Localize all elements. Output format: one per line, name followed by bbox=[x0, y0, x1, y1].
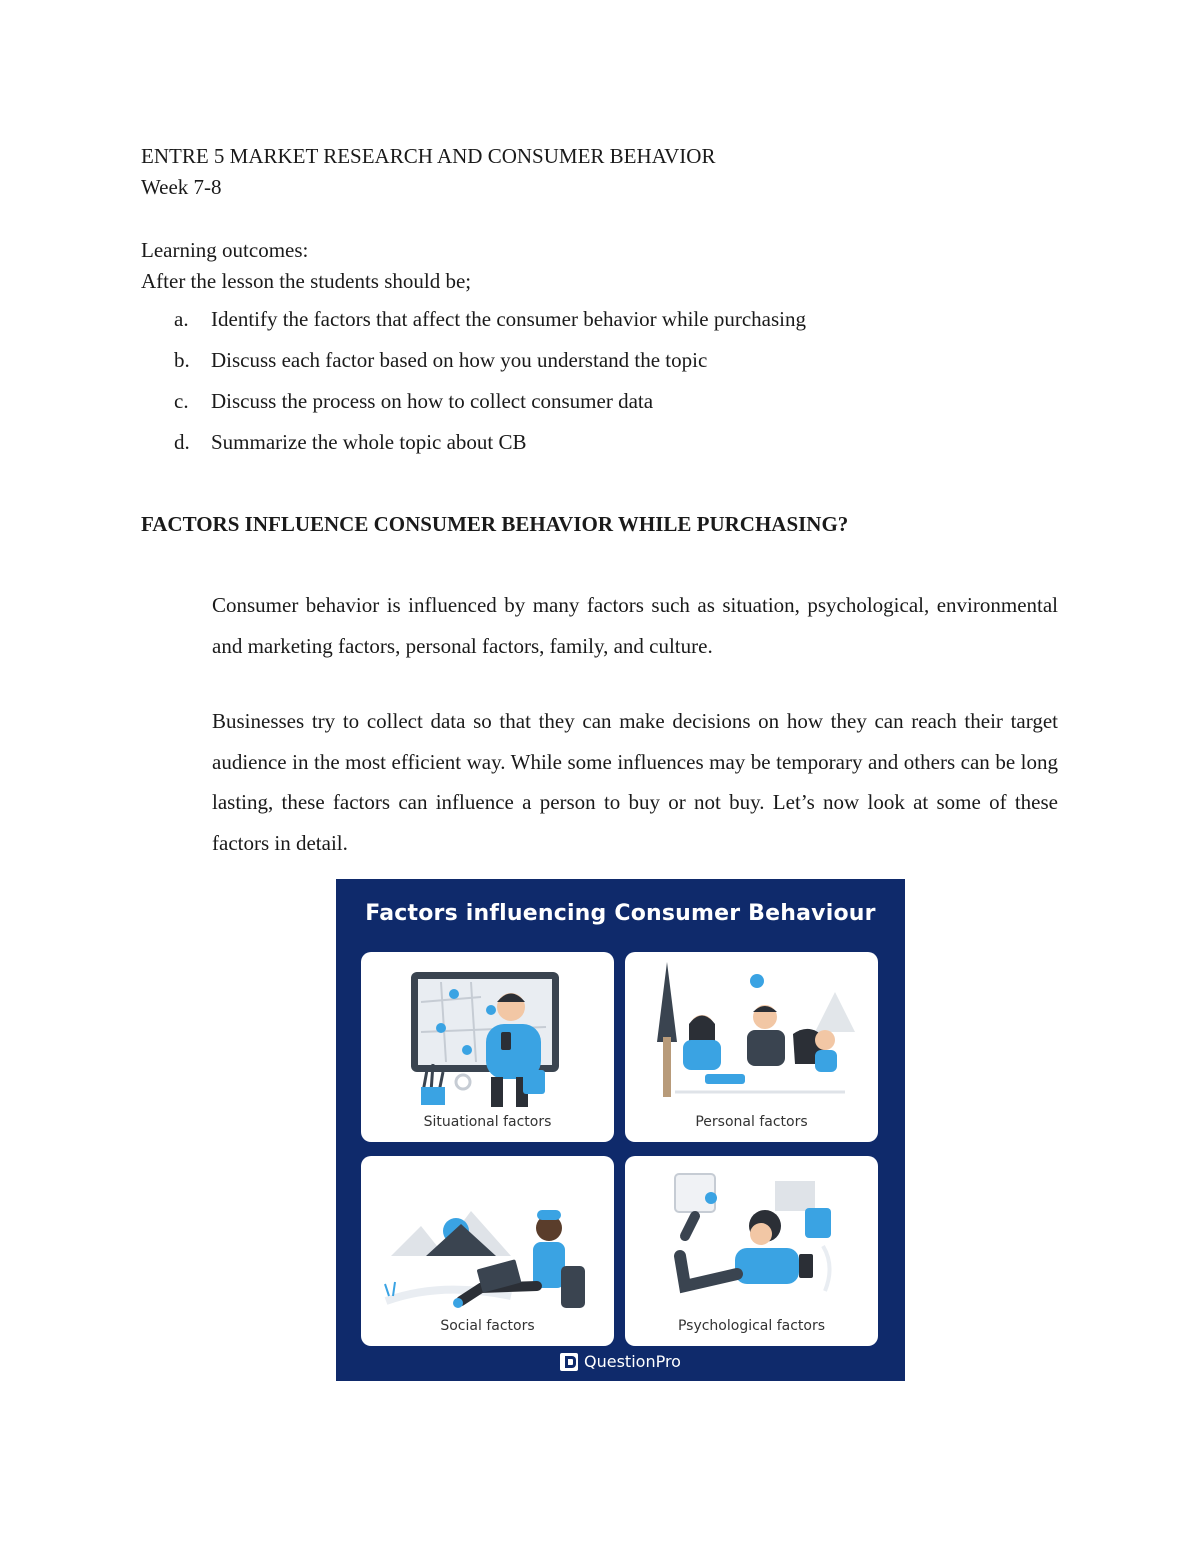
list-item bbox=[174, 305, 806, 346]
list-marker: d. bbox=[174, 430, 190, 454]
list-marker: c. bbox=[174, 389, 189, 413]
brand-name: QuestionPro bbox=[584, 1352, 681, 1371]
card-psychological bbox=[625, 1156, 878, 1346]
card-label: Social factors bbox=[440, 1318, 535, 1334]
section-heading: FACTORS INFLUENCE CONSUMER BEHAVIOR WHILE PURCHASING? bbox=[141, 512, 849, 536]
infographic-title: Factors influencing Consumer Behaviour bbox=[365, 901, 876, 926]
list-marker: a. bbox=[174, 307, 189, 331]
card-label: Situational factors bbox=[423, 1114, 552, 1130]
list-item bbox=[174, 387, 806, 428]
paragraph: Consumer behavior is influenced by many factors such as situation, psychological, environmental and marketing factors, personal factors, family, and culture. bbox=[212, 593, 1058, 658]
card-situational bbox=[361, 952, 614, 1142]
infographic bbox=[336, 879, 905, 1381]
list-item bbox=[174, 428, 806, 469]
outcomes-list bbox=[174, 305, 806, 469]
list-item-text: Discuss each factor based on how you understand the topic bbox=[211, 348, 708, 372]
course-title: ENTRE 5 MARKET RESEARCH AND CONSUMER BEHAVIOR bbox=[141, 144, 716, 168]
questionpro-logo-icon bbox=[560, 1353, 578, 1371]
week-label: Week 7-8 bbox=[141, 175, 222, 199]
card-social bbox=[361, 1156, 614, 1346]
list-item-text: Summarize the whole topic about CB bbox=[211, 430, 527, 454]
outcomes-label: Learning outcomes: bbox=[141, 238, 309, 262]
list-item-text: Discuss the process on how to collect consumer data bbox=[211, 389, 654, 413]
list-item-text: Identify the factors that affect the consumer behavior while purchasing bbox=[211, 307, 806, 331]
card-label: Psychological factors bbox=[677, 1318, 826, 1334]
card-label: Personal factors bbox=[695, 1114, 808, 1130]
questionpro-logo bbox=[336, 1352, 905, 1371]
paragraph: Businesses try to collect data so that they can make decisions on how they can reach their target audience in the most efficient way. While some influences may be temporary and others can be long lasting, these factors can influence a person to buy or not buy. Let’s now look at some of these factors in detail. bbox=[212, 709, 1058, 855]
card-personal bbox=[625, 952, 878, 1142]
list-marker: b. bbox=[174, 348, 190, 372]
outcomes-intro: After the lesson the students should be; bbox=[141, 269, 472, 293]
list-item bbox=[174, 346, 806, 387]
